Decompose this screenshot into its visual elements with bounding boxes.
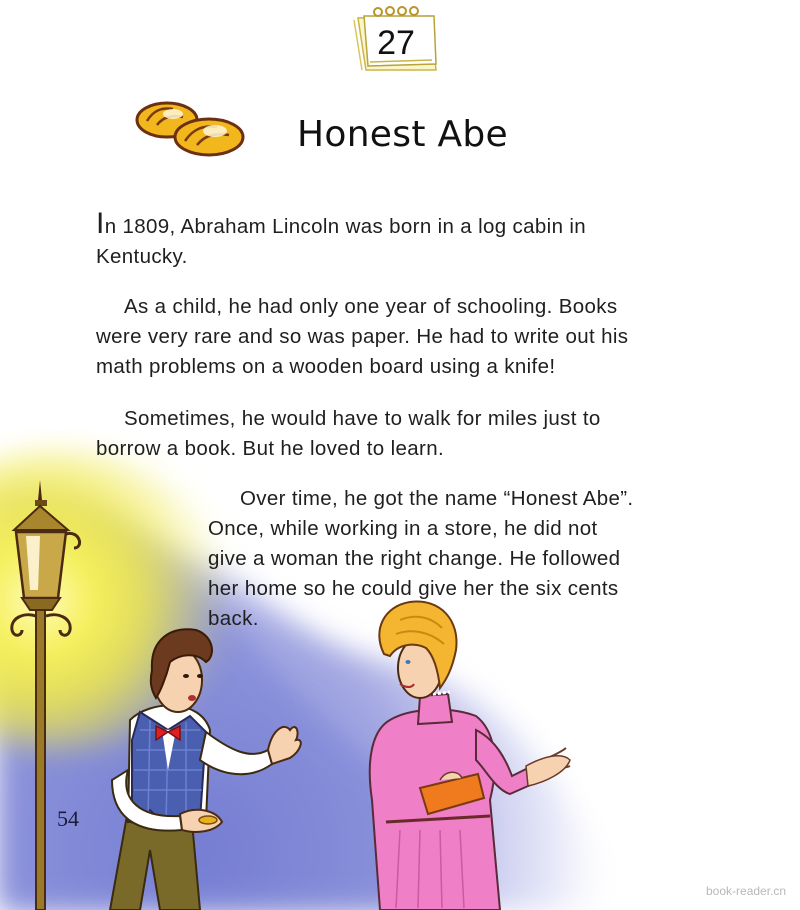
story-illustration xyxy=(0,430,800,910)
paragraph-line xyxy=(96,207,690,242)
gold-coins-icon xyxy=(133,95,253,161)
watermark: book-reader.cn xyxy=(706,884,787,898)
chapter-number: 27 xyxy=(377,24,415,62)
paragraph-line: her home so he could give her the six cents xyxy=(208,577,619,600)
paragraph-line: were very rare and so was paper. He had to write out his xyxy=(96,325,629,348)
paragraph-2 xyxy=(96,292,690,382)
paragraph-line: As a child, he had only one year of schooling. Books xyxy=(124,295,618,318)
page-number: 54 xyxy=(57,806,79,831)
chapter-header xyxy=(0,0,800,170)
paragraph-line: borrow a book. But he loved to learn. xyxy=(96,437,444,460)
paragraph-line: Once, while working in a store, he did not xyxy=(208,517,598,540)
drop-cap: I xyxy=(96,207,105,240)
line-text: n 1809, Abraham Lincoln was born in a log cabin in xyxy=(104,215,587,238)
woman-figure xyxy=(370,602,570,910)
paragraph-1 xyxy=(96,207,690,272)
story-title: Honest Abe xyxy=(297,114,509,155)
street-lamp-icon xyxy=(12,480,80,910)
paragraph-line: give a woman the right change. He followed xyxy=(208,547,621,570)
paragraph-line: math problems on a wooden board using a knife! xyxy=(96,355,556,378)
lincoln-figure xyxy=(110,629,301,910)
paragraph-line: Over time, he got the name “Honest Abe”. xyxy=(240,487,634,510)
paragraph-line: Kentucky. xyxy=(96,245,188,268)
paragraph-line: Sometimes, he would have to walk for miles just to xyxy=(124,407,601,430)
paragraph-line: back. xyxy=(208,607,259,630)
